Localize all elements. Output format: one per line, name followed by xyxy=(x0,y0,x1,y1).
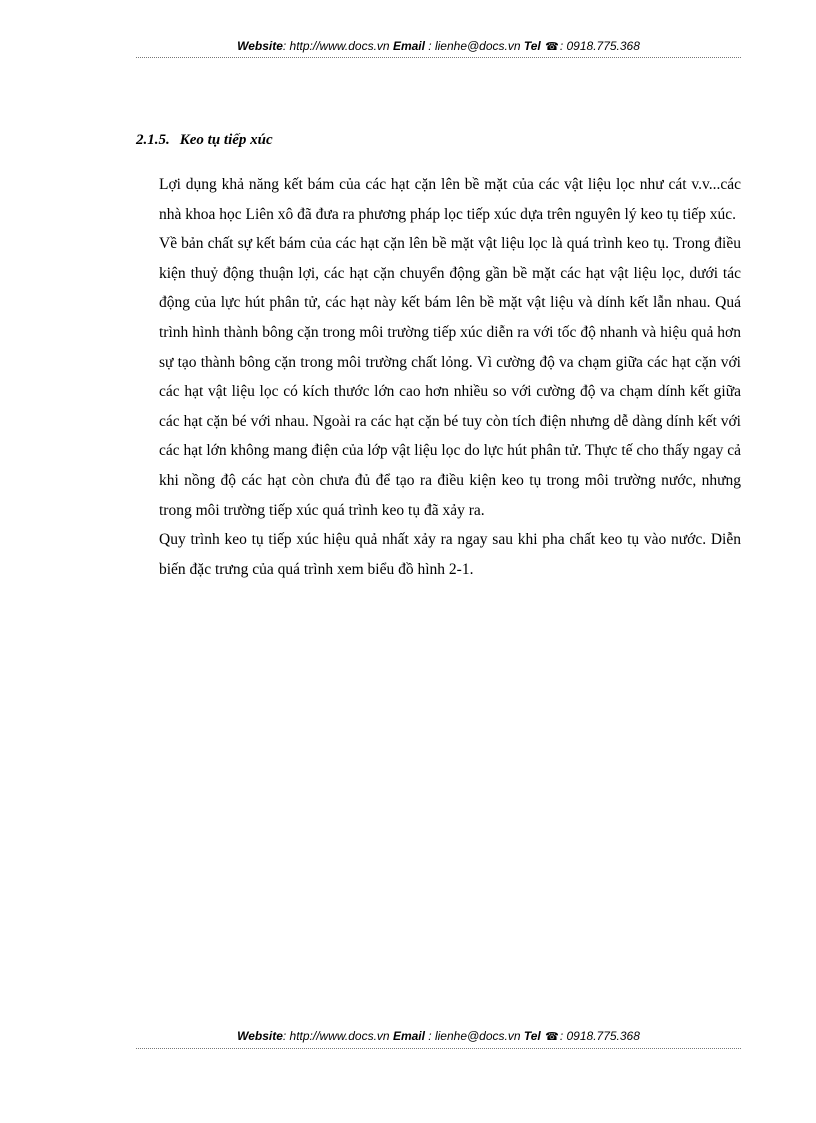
phone-icon: ☎ xyxy=(545,1031,559,1043)
paragraph: Về bản chất sự kết bám của các hạt cặn lên bề mặt vật liệu lọc là quá trình keo tụ. Trong điều kiện thuỷ động thuận lợi, các hạt cặn chuyển động gần bề mặt các hạt vật liệu lọc, dưới tác động của lực hút phân tử, các hạt này kết bám lên bề mặt vật liệu và dính kết lẫn nhau. Quá trình hình thành bông cặn trong môi trường tiếp xúc diễn ra với tốc độ nhanh và hiệu quả hơn sự tạo thành bông cặn trong môi trường chất lỏng. Vì cường độ va chạm giữa các hạt cặn với các hạt vật liệu lọc có kích thước lớn cao hơn nhiều so với cường độ va chạm dính kết giữa các hạt cặn bé với nhau. Ngoài ra các hạt cặn bé tuy còn tích điện nhưng dễ dàng dính kết với các hạt lớn không mang điện của lớp vật liệu lọc do lực hút phân tử. Thực tế cho thấy ngay cả khi nồng độ các hạt còn chưa đủ để tạo ra điều kiện keo tụ trong môi trường nước, nhưng trong môi trường tiếp xúc quá trình keo tụ đã xảy ra. xyxy=(159,235,741,519)
website-value: : http://www.docs.vn xyxy=(282,1029,390,1043)
page-footer xyxy=(136,1026,741,1048)
page-header xyxy=(136,36,741,58)
section-title: Keo tụ tiếp xúc xyxy=(179,132,273,148)
body-text xyxy=(159,170,741,584)
footer-divider xyxy=(136,1048,741,1049)
email-label: Email xyxy=(392,39,425,53)
tel-value: : 0918.775.368 xyxy=(559,39,640,53)
paragraph: Quy trình keo tụ tiếp xúc hiệu quả nhất xảy ra ngay sau khi pha chất keo tụ vào nước. Diễn biến đặc trưng của quá trình xem biểu đồ hình 2-1. xyxy=(159,531,741,578)
section-heading xyxy=(136,132,273,149)
email-value: : lienhe@docs.vn xyxy=(428,1029,521,1043)
tel-label: Tel xyxy=(523,39,541,53)
header-divider xyxy=(136,57,741,58)
tel-label: Tel xyxy=(523,1029,541,1043)
website-value: : http://www.docs.vn xyxy=(282,39,390,53)
website-label: Website xyxy=(237,1029,283,1043)
email-value: : lienhe@docs.vn xyxy=(428,39,521,53)
phone-icon: ☎ xyxy=(545,41,559,53)
email-label: Email xyxy=(392,1029,425,1043)
tel-value: : 0918.775.368 xyxy=(559,1029,640,1043)
website-label: Website xyxy=(237,39,283,53)
section-number: 2.1.5. xyxy=(136,132,170,148)
paragraph: Lợi dụng khả năng kết bám của các hạt cặn lên bề mặt của các vật liệu lọc như cát v.v...các nhà khoa học Liên xô đã đưa ra phương pháp lọc tiếp xúc dựa trên nguyên lý keo tụ tiếp xúc. xyxy=(159,176,741,223)
